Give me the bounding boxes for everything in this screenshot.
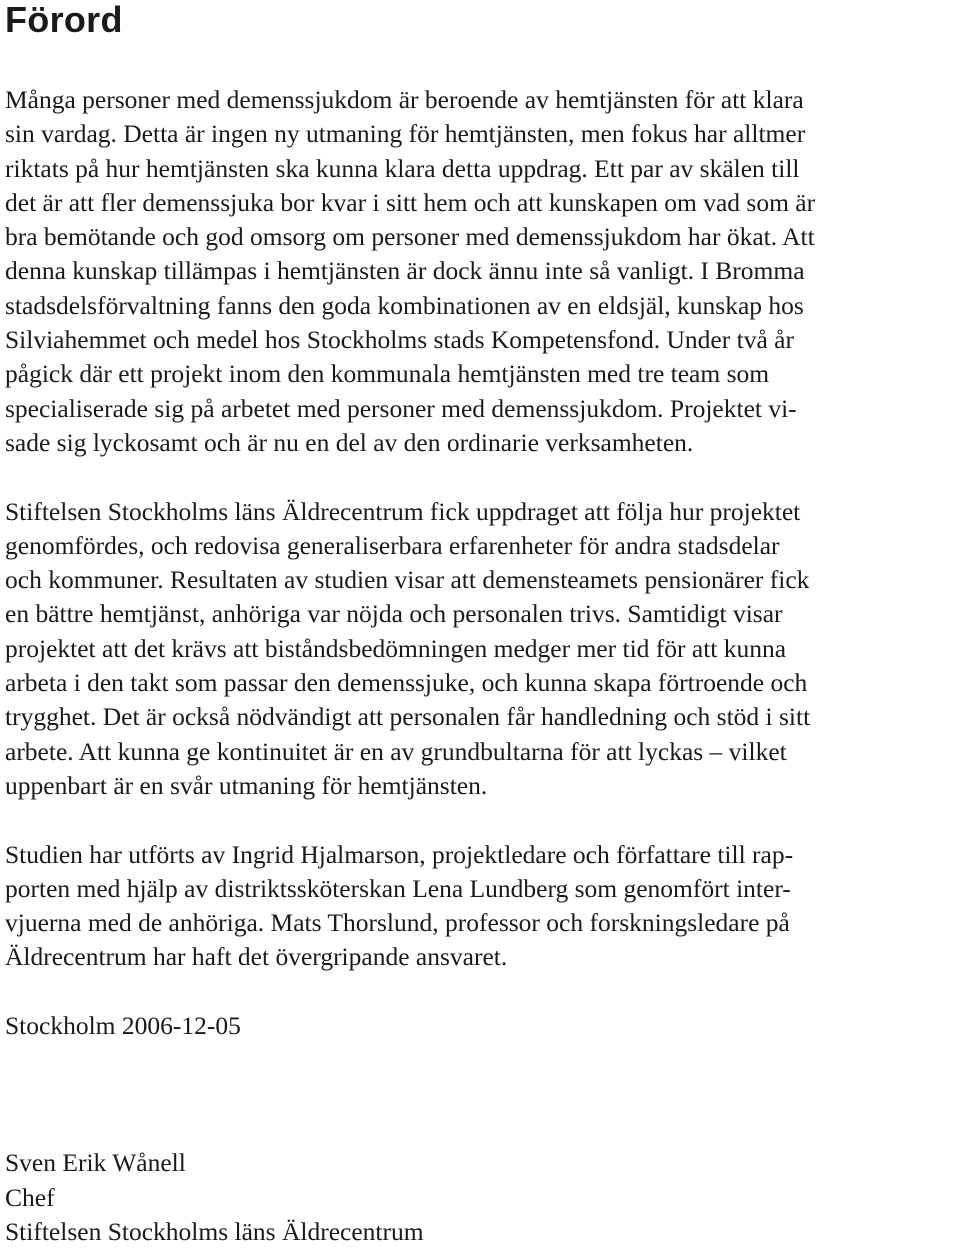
- signatory-name: Sven Erik Wånell: [5, 1148, 186, 1178]
- paragraph-gap: [5, 460, 955, 494]
- paragraph-intro: [5, 83, 955, 460]
- text-line: arbeta i den takt som passar den demenssjuke, och kunna skapa förtroende och: [5, 668, 808, 698]
- text-line: Många personer med demenssjukdom är beroende av hemtjänsten för att klara: [5, 85, 804, 114]
- signature-block: [5, 1146, 955, 1249]
- text-line: Stockholm 2006-12-05: [5, 1011, 241, 1041]
- text-line: denna kunskap tillämpas i hemtjänsten är dock ännu inte så vanligt. I Bromma: [5, 256, 805, 286]
- text-line: Äldrecentrum har haft det övergripande ansvaret.: [5, 942, 508, 972]
- text-line: riktats på hur hemtjänsten ska kunna klara detta uppdrag. Ett par av skälen till: [5, 153, 800, 183]
- text-line: bra bemötande och god omsorg om personer med demenssjukdom har ökat. Att: [5, 222, 815, 252]
- text-line: porten med hjälp av distriktssköterskan Lena Lundberg som genomfört inter-: [5, 873, 791, 903]
- text-line: och kommuner. Resultaten av studien visar att demensteamets pensionärer fick: [5, 565, 810, 595]
- page-title: Förord: [5, 0, 123, 40]
- text-line: pågick där ett projekt inom den kommunala hemtjänsten med tre team som: [5, 359, 770, 389]
- paragraph-study: [5, 495, 955, 804]
- signature-space: [5, 1043, 955, 1146]
- signatory-organization: Stiftelsen Stockholms läns Äldrecentrum: [5, 1216, 424, 1246]
- text-line: vjuerna med de anhöriga. Mats Thorslund, professor och forskningsledare på: [5, 908, 790, 938]
- paragraph-gap: [5, 803, 955, 837]
- text-line: genomfördes, och redovisa generaliserbara erfarenheter för andra stadsdelar: [5, 530, 780, 560]
- text-line: det är att fler demenssjuka bor kvar i sitt hem och att kunskapen om vad som är: [5, 187, 816, 217]
- text-line: stadsdelsförvaltning fanns den goda kombinationen av en eldsjäl, kunskap hos: [5, 290, 804, 320]
- text-line: Stiftelsen Stockholms läns Äldrecentrum fick uppdraget att följa hur projektet: [5, 496, 801, 526]
- signatory-title: Chef: [5, 1182, 55, 1212]
- place-and-date: [5, 1009, 955, 1043]
- text-line: en bättre hemtjänst, anhöriga var nöjda och personalen trivs. Samtidigt visar: [5, 599, 783, 629]
- paragraph-authors: [5, 838, 955, 975]
- text-line: specialiserade sig på arbetet med personer med demenssjukdom. Projektet vi-: [5, 393, 797, 423]
- text-line: Studien har utförts av Ingrid Hjalmarson, projektledare och författare till rap-: [5, 839, 794, 869]
- document-page: [5, 0, 955, 1249]
- text-line: uppenbart är en svår utmaning för hemtjänsten.: [5, 770, 488, 800]
- paragraph-gap: [5, 975, 955, 1009]
- text-line: trygghet. Det är också nödvändigt att personalen får handledning och stöd i sitt: [5, 702, 811, 732]
- text-line: Silviahemmet och medel hos Stockholms stads Kompetensfond. Under två år: [5, 325, 794, 355]
- text-line: projektet att det krävs att biståndsbedömningen medger mer tid för att kunna: [5, 633, 787, 663]
- text-line: sin vardag. Detta är ingen ny utmaning för hemtjänsten, men fokus har alltmer: [5, 119, 806, 149]
- text-line: arbete. Att kunna ge kontinuitet är en av grundbultarna för att lyckas – vilket: [5, 736, 787, 766]
- text-line: sade sig lyckosamt och är nu en del av den ordinarie verksamheten.: [5, 427, 694, 457]
- spacer: [5, 40, 955, 83]
